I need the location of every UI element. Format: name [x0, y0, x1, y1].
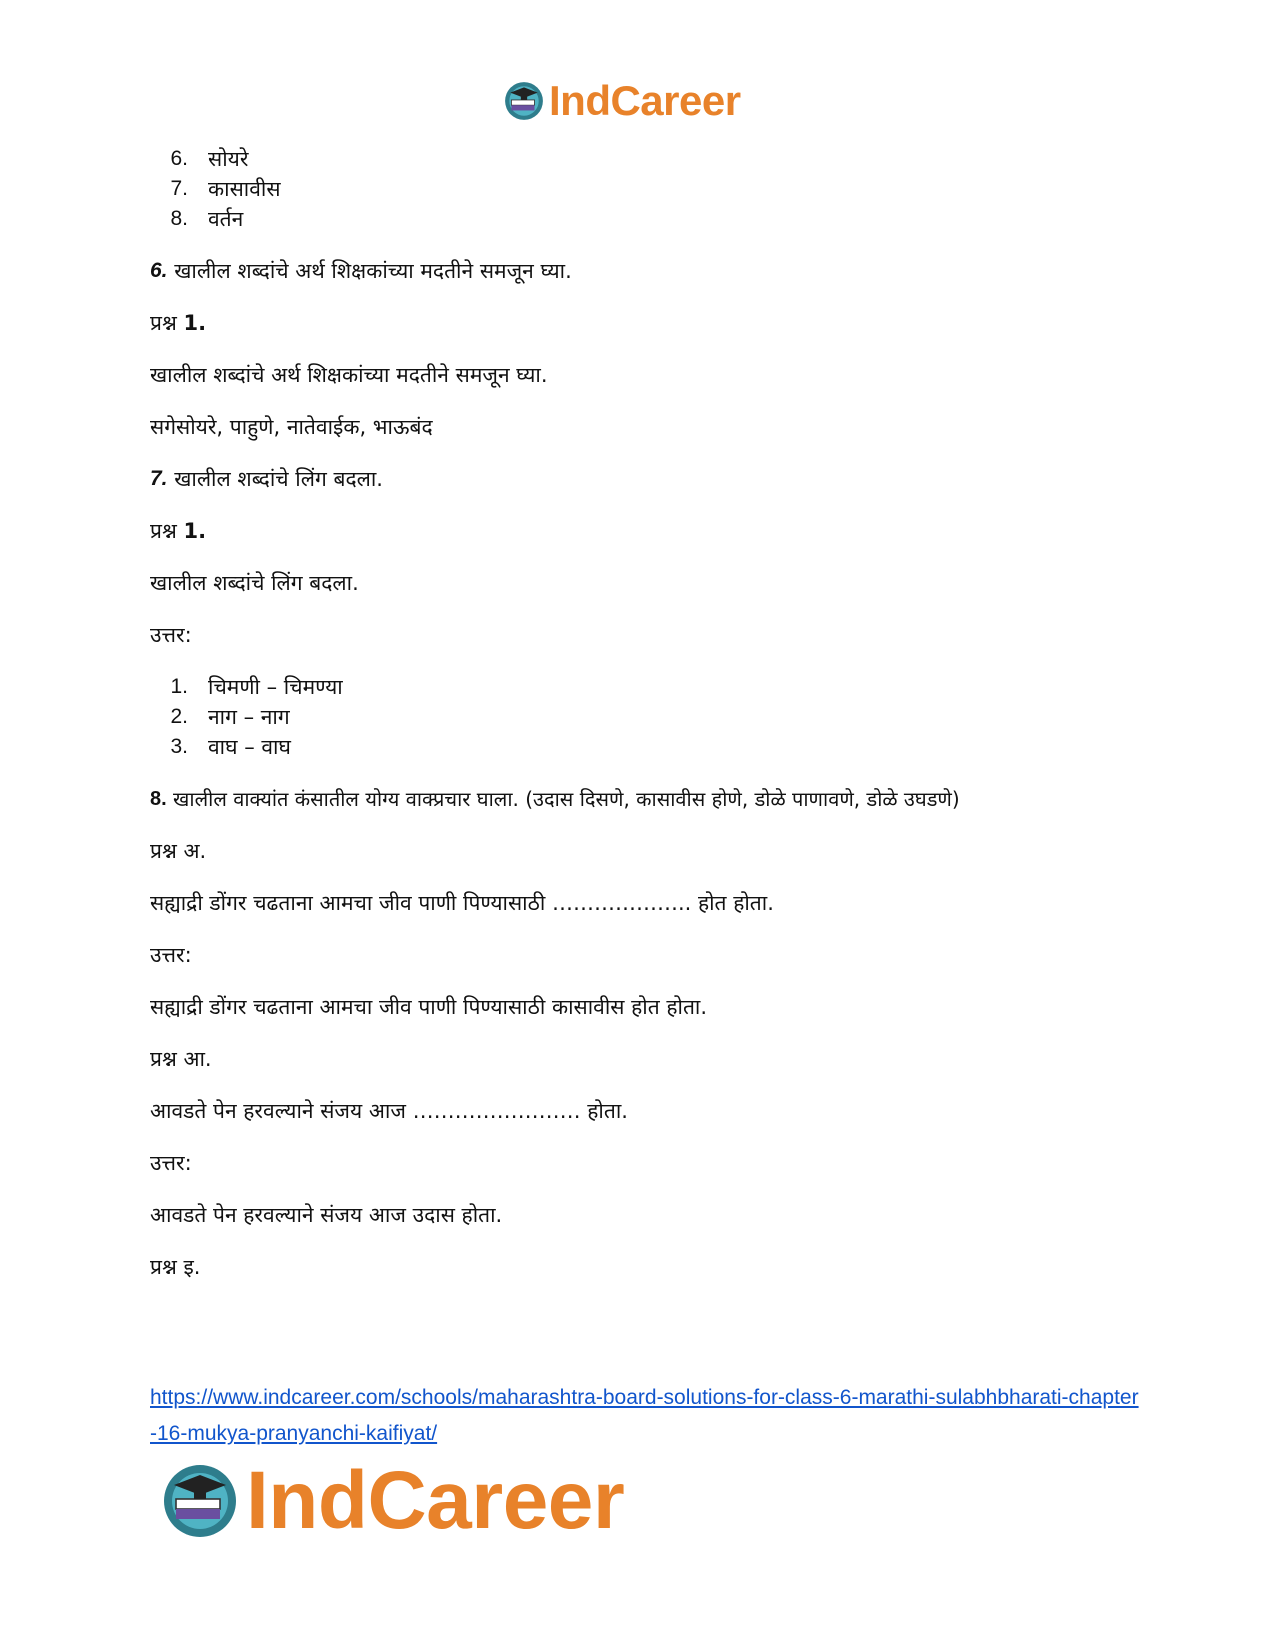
- list-item: 8. वर्तन: [170, 207, 244, 231]
- brand-logo-text: IndCareer: [549, 77, 741, 124]
- word-list: [150, 144, 1130, 234]
- answer-label: उत्तर:: [150, 623, 192, 647]
- section-heading-8: 8. खालील वाक्यांत कंसातील योग्य वाक्प्रचार घाला. (उदास दिसणे, कासावीस होणे, डोळे पाणावणे, डोळे उघडणे): [150, 787, 960, 811]
- section-heading-7: 7. खालील शब्दांचे लिंग बदला.: [150, 467, 383, 491]
- answer-list: [150, 672, 1130, 762]
- list-item: 1. चिमणी – चिमण्या: [170, 675, 343, 699]
- question-label: प्रश्न 1.: [150, 311, 207, 335]
- answer-label: उत्तर:: [150, 943, 192, 967]
- list-item: 6. सोयरे: [170, 147, 249, 171]
- list-item: 7. कासावीस: [170, 177, 281, 201]
- answer-text: सह्याद्री डोंगर चढताना आमचा जीव पाणी पिण्यासाठी कासावीस होत होता.: [150, 995, 708, 1019]
- word-set: सगेसोयरे, पाहुणे, नातेवाईक, भाऊबंद: [150, 415, 433, 439]
- question-label: प्रश्न अ.: [150, 839, 207, 863]
- question-label: प्रश्न 1.: [150, 519, 207, 543]
- question-text: खालील शब्दांचे लिंग बदला.: [150, 571, 359, 595]
- list-item: 2. नाग – नाग: [170, 705, 290, 729]
- section-heading-6: 6. खालील शब्दांचे अर्थ शिक्षकांच्या मदतीने समजून घ्या.: [150, 259, 572, 283]
- graduation-book-icon: [160, 1461, 240, 1541]
- question-text: खालील शब्दांचे अर्थ शिक्षकांच्या मदतीने समजून घ्या.: [150, 363, 548, 387]
- source-url-link[interactable]: https://www.indcareer.com/schools/maharashtra-board-solutions-for-class-6-marathi-sulabhbharati-chapter-16-mukya-pranyanchi-kaifiyat/: [150, 1386, 1139, 1445]
- question-label: प्रश्न आ.: [150, 1047, 212, 1071]
- brand-logo-text: IndCareer: [246, 1455, 625, 1546]
- question-text: आवडते पेन हरवल्याने संजय आज …………………… होता.: [150, 1099, 628, 1123]
- answer-label: उत्तर:: [150, 1151, 192, 1175]
- graduation-book-icon: [503, 80, 545, 122]
- list-item: 3. वाघ – वाघ: [170, 735, 291, 759]
- footer-logo: [160, 1455, 625, 1546]
- answer-text: आवडते पेन हरवल्याने संजय आज उदास होता.: [150, 1203, 503, 1227]
- question-text: सह्याद्री डोंगर चढताना आमचा जीव पाणी पिण्यासाठी ……………….. होत होता.: [150, 891, 774, 915]
- question-label: प्रश्न इ.: [150, 1255, 201, 1279]
- header-logo: [503, 77, 741, 124]
- document-body: [150, 144, 1130, 1282]
